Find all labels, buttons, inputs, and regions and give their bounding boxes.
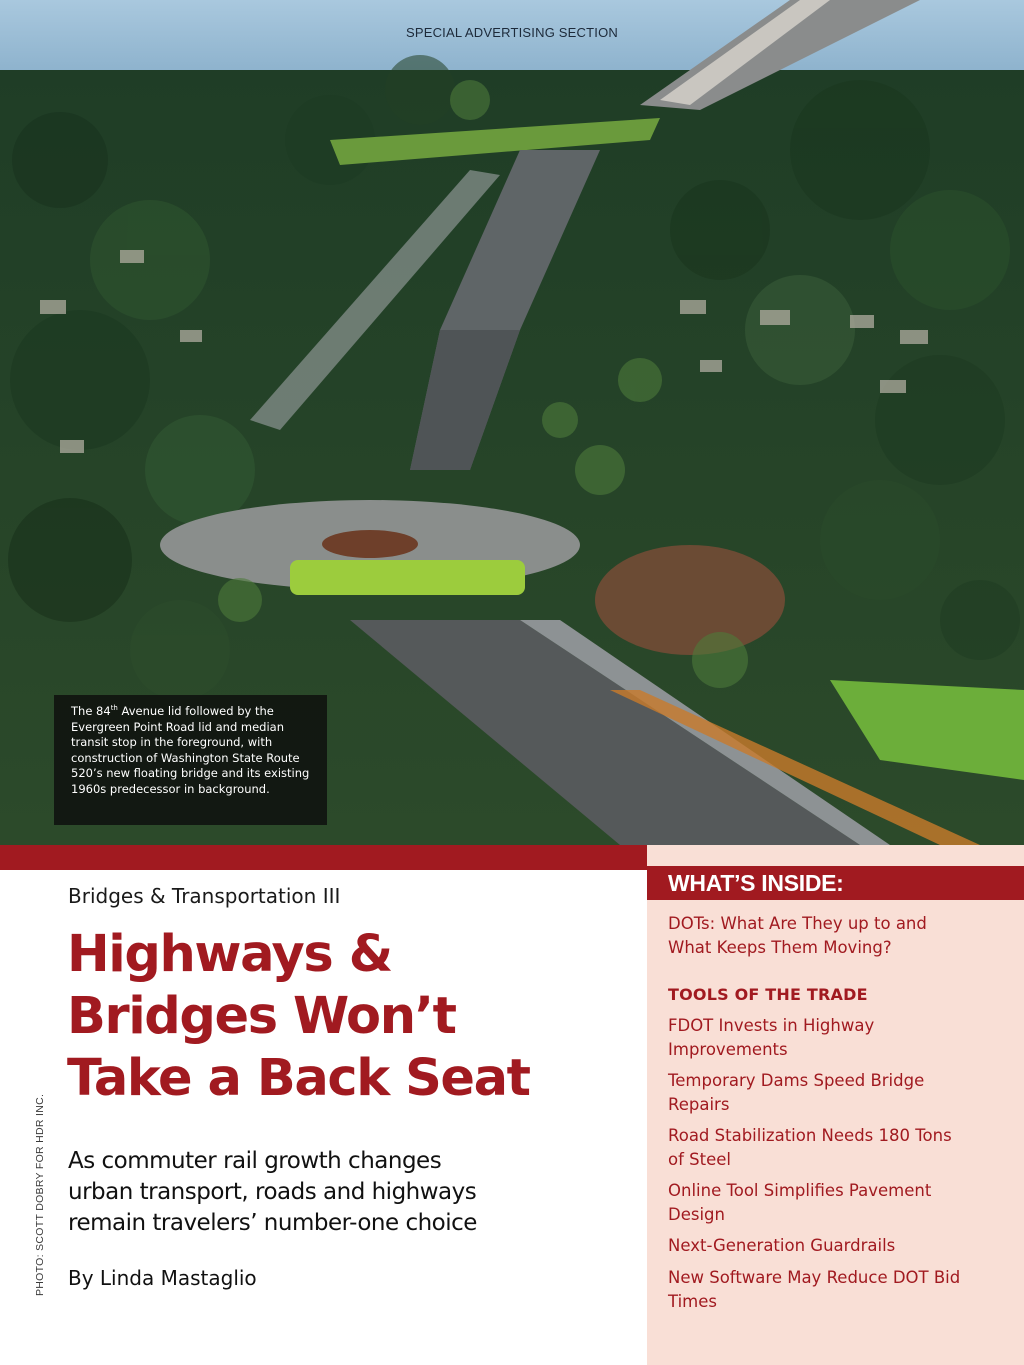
whats-inside-sidebar: [647, 845, 1024, 1365]
sidebar-lead-link[interactable]: DOTs: What Are They up to and What Keeps Them Moving?: [668, 914, 927, 957]
sidebar-item-guardrails[interactable]: Next-Generation Guardrails: [668, 1236, 896, 1255]
deck-line-3: remain travelers’ number-one choice: [68, 1210, 477, 1236]
caption-text-rest: Avenue lid followed by the Evergreen Point Road lid and median transit stop in the foreground, with construction of Washington State Route 520’s new floating bridge and its existing 1960s predecessor in background.: [71, 704, 310, 796]
article-byline: By Linda Mastaglio: [68, 1266, 257, 1290]
special-advertising-label: SPECIAL ADVERTISING SECTION: [405, 25, 618, 40]
photo-credit: PHOTO: SCOTT DOBRY FOR HDR INC.: [34, 1093, 46, 1296]
article-deck: [68, 1146, 588, 1239]
sidebar-item-new-software[interactable]: New Software May Reduce DOT Bid Times: [668, 1268, 961, 1311]
section-kicker: Bridges & Transportation III: [68, 884, 341, 908]
photo-caption: [54, 695, 327, 825]
headline-line-1: Highways &: [67, 925, 392, 984]
caption-text-start: The 84: [71, 704, 111, 718]
sidebar-item-road-stabilization[interactable]: Road Stabilization Needs 180 Tons of Steel: [668, 1126, 952, 1169]
sidebar-title: WHAT’S INSIDE:: [647, 866, 1024, 900]
sidebar-item-fdot[interactable]: FDOT Invests in Highway Improvements: [668, 1016, 875, 1059]
caption-superscript: th: [110, 704, 118, 713]
sidebar-subhead: TOOLS OF THE TRADE: [668, 985, 868, 1004]
sidebar-item-temporary-dams[interactable]: Temporary Dams Speed Bridge Repairs: [668, 1071, 925, 1114]
deck-line-2: urban transport, roads and highways: [68, 1179, 477, 1205]
headline-line-2: Bridges Won’t: [67, 987, 456, 1046]
headline-line-3: Take a Back Seat: [67, 1049, 530, 1108]
article-headline: [67, 924, 627, 1110]
sidebar-item-online-tool[interactable]: Online Tool Simplifies Pavement Design: [668, 1181, 932, 1224]
deck-line-1: As commuter rail growth changes: [68, 1148, 442, 1174]
